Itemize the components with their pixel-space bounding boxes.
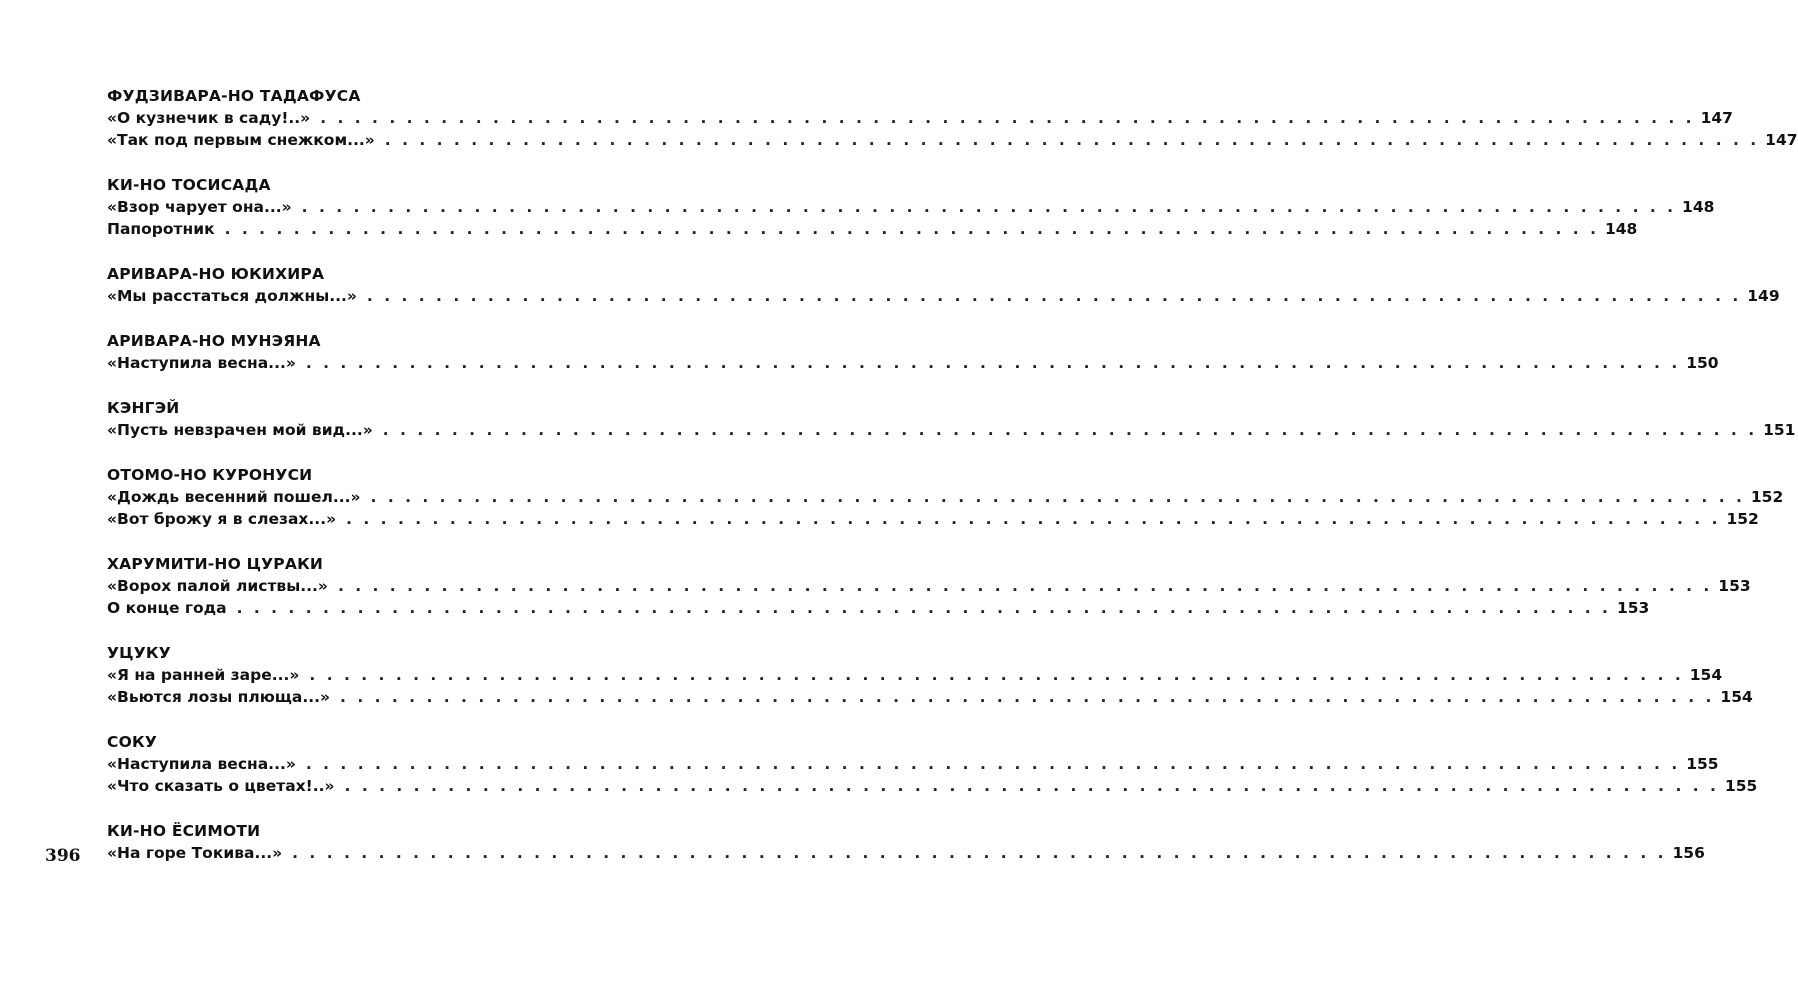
entry-title: «Ворох палой листвы...» xyxy=(107,577,328,595)
author-heading: АРИВАРА-НО ЮКИХИРА xyxy=(107,265,325,283)
toc-entry xyxy=(107,842,1705,864)
entry-title: «Так под первым снежком...» xyxy=(107,131,375,149)
toc-entry xyxy=(107,486,1784,508)
dot-leader: . . . . . . . . . . . . . . . . . . . . . . . . . . . . . . . . . . . . . . . . . . . . . . . . . . . . . . . . . . . . . . . . . . . . . . . . . . . . . . . . xyxy=(337,577,1713,595)
toc-section xyxy=(107,464,1784,530)
entry-page: 154 xyxy=(1720,688,1753,706)
toc-entry xyxy=(107,508,1759,530)
entry-page: 152 xyxy=(1726,510,1759,528)
entry-title: «Вот брожу я в слезах...» xyxy=(107,510,337,528)
toc-section xyxy=(107,330,1719,374)
entry-page: 149 xyxy=(1747,287,1780,305)
entry-page: 154 xyxy=(1689,666,1723,684)
toc-entry xyxy=(107,753,1719,775)
dot-leader: . . . . . . . . . . . . . . . . . . . . . . . . . . . . . . . . . . . . . . . . . . . . . . . . . . . . . . . . . . . . . . . . . . . . . . . . . . . . . . . . xyxy=(309,666,1684,684)
dot-leader: . . . . . . . . . . . . . . . . . . . . . . . . . . . . . . . . . . . . . . . . . . . . . . . . . . . . . . . . . . . . . . . . . . . . . . . . . . . . . . . . xyxy=(384,131,1760,149)
author-heading: ФУДЗИВАРА-НО ТАДАФУСА xyxy=(107,87,361,105)
table-of-contents xyxy=(107,85,1798,887)
toc-entry xyxy=(107,218,1638,240)
dot-leader: . . . . . . . . . . . . . . . . . . . . . . . . . . . . . . . . . . . . . . . . . . . . . . . . . . . . . . . . . . . . . . . . . . . . . . . . . . . . . . . . xyxy=(344,777,1719,795)
dot-leader: . . . . . . . . . . . . . . . . . . . . . . . . . . . . . . . . . . . . . . . . . . . . . . . . . . . . . . . . . . . . . . . . . . . . . . . . . . . . . . . . xyxy=(346,510,1721,528)
toc-section xyxy=(107,820,1705,864)
entry-title: Папоротник xyxy=(107,220,215,238)
entry-title: «Пусть невзрачен мой вид...» xyxy=(107,421,373,439)
dot-leader: . . . . . . . . . . . . . . . . . . . . . . . . . . . . . . . . . . . . . . . . . . . . . . . . . . . . . . . . . . . . . . . . . . . . . . . . . . . . . . . . xyxy=(292,844,1667,862)
dot-leader: . . . . . . . . . . . . . . . . . . . . . . . . . . . . . . . . . . . . . . . . . . . . . . . . . . . . . . . . . . . . . . . . . . . . . . . . . . . . . . . . xyxy=(366,287,1742,305)
author-heading: СОКУ xyxy=(107,733,157,751)
toc-entry xyxy=(107,129,1798,151)
toc-section xyxy=(107,642,1753,708)
dot-leader: . . . . . . . . . . . . . . . . . . . . . . . . . . . . . . . . . . . . . . . . . . . . . . . . . . . . . . . . . . . . . . . . . . . . . . . . . . . . . . . . xyxy=(224,220,1599,238)
entry-page: 148 xyxy=(1604,220,1638,238)
entry-page: 152 xyxy=(1750,488,1784,506)
entry-page: 150 xyxy=(1686,354,1719,372)
toc-entry xyxy=(107,775,1758,797)
toc-section xyxy=(107,397,1796,441)
toc-entry xyxy=(107,196,1715,218)
toc-section xyxy=(107,85,1798,151)
toc-entry xyxy=(107,597,1650,619)
toc-section xyxy=(107,174,1715,240)
entry-title: «Мы расстаться должны...» xyxy=(107,287,357,305)
dot-leader: . . . . . . . . . . . . . . . . . . . . . . . . . . . . . . . . . . . . . . . . . . . . . . . . . . . . . . . . . . . . . . . . . . . . . . . . . . . . . . . . xyxy=(305,755,1681,773)
toc-entry xyxy=(107,285,1780,307)
dot-leader: . . . . . . . . . . . . . . . . . . . . . . . . . . . . . . . . . . . . . . . . . . . . . . . . . . . . . . . . . . . . . . . . . . . . . . . . . . . . . . . . xyxy=(301,198,1677,216)
dot-leader: . . . . . . . . . . . . . . . . . . . . . . . . . . . . . . . . . . . . . . . . . . . . . . . . . . . . . . . . . . . . . . . . . . . . . . . . . . . . . . . . xyxy=(236,599,1611,617)
entry-title: «Вьются лозы плюща...» xyxy=(107,688,331,706)
toc-section xyxy=(107,263,1780,307)
entry-page: 147 xyxy=(1700,109,1733,127)
author-heading: КЭНГЭЙ xyxy=(107,399,180,417)
dot-leader: . . . . . . . . . . . . . . . . . . . . . . . . . . . . . . . . . . . . . . . . . . . . . . . . . . . . . . . . . . . . . . . . . . . . . . . . . . . . . . . . xyxy=(320,109,1695,127)
entry-page: 153 xyxy=(1616,599,1650,617)
entry-page: 156 xyxy=(1672,844,1705,862)
author-heading: ОТОМО-НО КУРОНУСИ xyxy=(107,466,313,484)
entry-page: 155 xyxy=(1724,777,1758,795)
toc-entry xyxy=(107,664,1723,686)
entry-page: 151 xyxy=(1763,421,1796,439)
author-heading: УЦУКУ xyxy=(107,644,171,662)
entry-title: «На горе Токива...» xyxy=(107,844,283,862)
dot-leader: . . . . . . . . . . . . . . . . . . . . . . . . . . . . . . . . . . . . . . . . . . . . . . . . . . . . . . . . . . . . . . . . . . . . . . . . . . . . . . . . xyxy=(305,354,1681,372)
entry-title: «Что сказать о цветах!..» xyxy=(107,777,335,795)
toc-entry xyxy=(107,575,1751,597)
entry-page: 148 xyxy=(1682,198,1715,216)
entry-title: «Наступила весна...» xyxy=(107,354,296,372)
toc-entry xyxy=(107,107,1733,129)
entry-title: «О кузнечик в саду!..» xyxy=(107,109,311,127)
toc-section xyxy=(107,553,1751,619)
dot-leader: . . . . . . . . . . . . . . . . . . . . . . . . . . . . . . . . . . . . . . . . . . . . . . . . . . . . . . . . . . . . . . . . . . . . . . . . . . . . . . . . xyxy=(340,688,1715,706)
page-number: 396 xyxy=(45,846,81,866)
entry-title: «Дождь весенний пошел...» xyxy=(107,488,361,506)
toc-entry xyxy=(107,686,1753,708)
author-heading: ХАРУМИТИ-НО ЦУРАКИ xyxy=(107,555,324,573)
entry-title: «Взор чарует она...» xyxy=(107,198,292,216)
author-heading: КИ-НО ЁСИМОТИ xyxy=(107,822,261,840)
entry-page: 155 xyxy=(1686,755,1719,773)
dot-leader: . . . . . . . . . . . . . . . . . . . . . . . . . . . . . . . . . . . . . . . . . . . . . . . . . . . . . . . . . . . . . . . . . . . . . . . . . . . . . . . . xyxy=(370,488,1745,506)
author-heading: КИ-НО ТОСИСАДА xyxy=(107,176,271,194)
toc-entry xyxy=(107,352,1719,374)
dot-leader: . . . . . . . . . . . . . . . . . . . . . . . . . . . . . . . . . . . . . . . . . . . . . . . . . . . . . . . . . . . . . . . . . . . . . . . . . . . . . . . . xyxy=(382,421,1758,439)
entry-title: О конце года xyxy=(107,599,227,617)
entry-title: «Наступила весна...» xyxy=(107,755,296,773)
toc-section xyxy=(107,731,1758,797)
entry-title: «Я на ранней заре...» xyxy=(107,666,300,684)
entry-page: 153 xyxy=(1718,577,1751,595)
author-heading: АРИВАРА-НО МУНЭЯНА xyxy=(107,332,321,350)
entry-page: 147 xyxy=(1765,131,1798,149)
toc-entry xyxy=(107,419,1796,441)
